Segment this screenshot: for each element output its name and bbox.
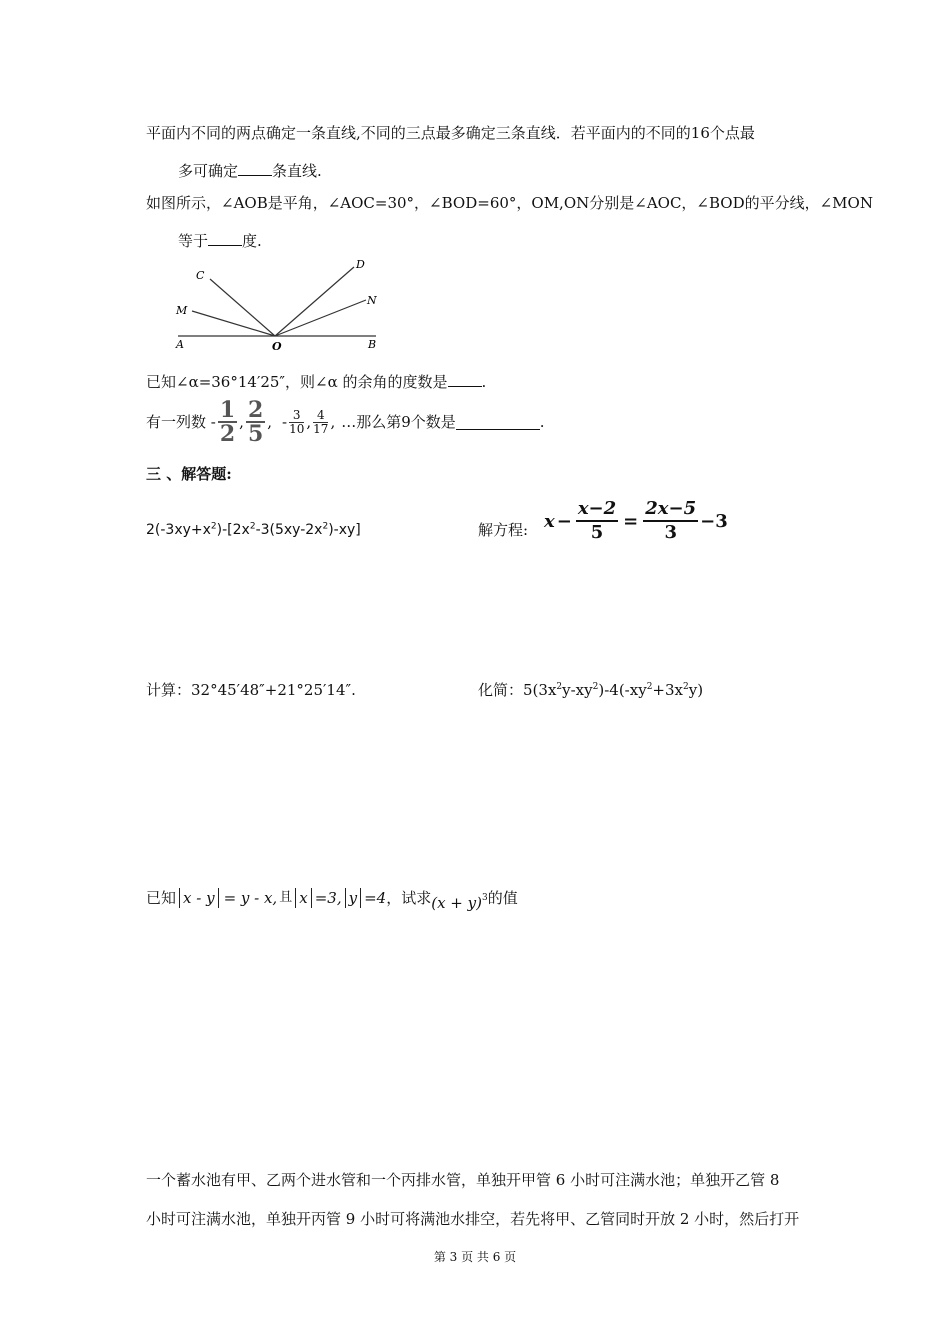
q4-neg-3: - xyxy=(282,413,288,431)
simp-sq-3: 2 xyxy=(646,682,653,692)
water-line2: 小时可注满水池，单独开丙管 9 小时可将满池水排空，若先将甲、乙管同时开放 2 小时，然后打开 xyxy=(146,1210,800,1228)
abs-expr-3: x xyxy=(299,889,308,907)
q2-line2-post: 度. xyxy=(242,232,262,250)
eq1-minus-3: −3 xyxy=(700,510,728,532)
q4-frac-1 xyxy=(218,399,237,445)
label-o: O xyxy=(272,340,282,353)
calc1-part-c: -3(5xy-2x xyxy=(255,522,323,538)
q1-line1: 平面内不同的两点确定一条直线,不同的三点最多确定三条直线．若平面内的不同的16个点最 xyxy=(146,124,755,142)
q4-sep-3: , xyxy=(306,413,312,431)
ray-om xyxy=(192,311,275,336)
label-d: D xyxy=(356,258,365,271)
simp-part-c: +3x xyxy=(652,681,683,699)
q4-frac-4 xyxy=(313,409,328,436)
q4-sep-2: , xyxy=(267,413,273,431)
abs-bar-4 xyxy=(311,888,312,908)
ray-oc xyxy=(210,279,275,336)
ray-on xyxy=(275,300,366,336)
q1-line2-pre: 多可确定 xyxy=(178,162,239,180)
abs-bar-5 xyxy=(345,888,346,908)
q4-sep-1: , xyxy=(239,413,244,431)
calc1-part-b: )-[2x xyxy=(216,522,250,538)
eq1-frac-1 xyxy=(576,498,618,544)
q3-pre: 已知∠α=36°14′25″，则∠α 的余角的度数是 xyxy=(146,373,448,391)
eq1-frac-2-num: 2x−5 xyxy=(643,498,698,522)
water-line1: 一个蓄水池有甲、乙两个进水管和一个丙排水管，单独开甲管 6 小时可注满水池；单独开乙管 8 xyxy=(146,1171,780,1189)
eq1-x: x xyxy=(544,510,555,532)
label-b: B xyxy=(368,338,377,351)
page-footer: 第 3 页 共 6 页 xyxy=(433,1250,517,1264)
abs-expr-4: =3, xyxy=(314,889,342,907)
simp-sq-2: 2 xyxy=(592,682,599,692)
abs-bar-2 xyxy=(218,888,219,908)
calc1-sq-2: 2 xyxy=(249,521,256,532)
simp-sq-1: 2 xyxy=(556,682,563,692)
calc1-sq-3: 2 xyxy=(322,521,329,532)
calc1-expression xyxy=(146,520,361,540)
q4-pre: 有一列数 - xyxy=(146,413,216,431)
simp-expression xyxy=(478,680,703,700)
ray-od xyxy=(275,267,354,336)
eq1-equation xyxy=(544,496,728,546)
calc1-part-a: 2(-3xy+x xyxy=(146,522,211,538)
q4-end: . xyxy=(539,413,545,431)
q3-answer-blank xyxy=(448,372,482,387)
q4-line xyxy=(146,397,545,447)
q4-frac-4-den: 17 xyxy=(313,421,329,436)
q1-line2 xyxy=(178,161,322,181)
abs-mid: 且 xyxy=(279,890,293,905)
q4-sep-4: , xyxy=(330,413,336,431)
abs-expr-6: =4 xyxy=(364,889,387,907)
q4-post: …那么第9个数是 xyxy=(341,413,456,431)
eq1-equals: = xyxy=(623,510,639,532)
q3-post: . xyxy=(481,373,487,391)
label-n: N xyxy=(367,294,377,307)
label-c: C xyxy=(196,269,205,282)
q4-frac-3-den: 10 xyxy=(289,421,305,436)
abs-bar-3 xyxy=(295,888,296,908)
eq1-frac-2 xyxy=(643,498,698,544)
q4-frac-1-den: 2 xyxy=(219,421,236,447)
q2-line1: 如图所示，∠AOB是平角，∠AOC=30°，∠BOD=60°，OM,ON分别是∠AOC，∠BOD的平分线，∠MON xyxy=(146,194,873,212)
q2-answer-blank xyxy=(208,231,242,246)
abs-bar-6 xyxy=(360,888,361,908)
calc2-expression: 计算：32°45′48″+21°25′14″. xyxy=(146,681,356,699)
abs-expr-7: (x + y) xyxy=(431,894,482,912)
eq1-frac-1-num: x−2 xyxy=(576,498,618,522)
abs-pre: 已知 xyxy=(146,889,177,907)
q2-line2 xyxy=(178,231,262,251)
q4-frac-3-num: 3 xyxy=(289,409,304,423)
abs-bar-1 xyxy=(179,888,180,908)
q1-answer-blank xyxy=(238,161,272,176)
label-a: A xyxy=(176,338,184,351)
simp-part-a: y-xy xyxy=(562,681,593,699)
q4-frac-3 xyxy=(289,409,304,436)
q4-frac-2-den: 5 xyxy=(247,421,264,447)
eq1-frac-1-den: 5 xyxy=(590,522,604,543)
angle-figure xyxy=(170,255,385,355)
q4-frac-2 xyxy=(246,399,265,445)
calc1-sq-1: 2 xyxy=(210,521,217,532)
abs-expr-5: y xyxy=(348,889,358,907)
q4-frac-2-num: 2 xyxy=(247,397,264,423)
q4-answer-blank xyxy=(456,415,540,430)
calc1-part-d: )-xy] xyxy=(328,522,361,538)
q4-frac-1-num: 1 xyxy=(219,397,236,423)
q3-line xyxy=(146,372,486,392)
eq1-frac-2-den: 3 xyxy=(664,522,677,543)
section-3-title: 三 、解答题: xyxy=(146,465,232,483)
abs-post-1: ，试求 xyxy=(386,889,432,907)
q1-line2-post: 条直线. xyxy=(272,162,322,180)
simp-part-b: )-4(-xy xyxy=(598,681,647,699)
simp-label: 化简：5(3x xyxy=(478,681,557,699)
label-m: M xyxy=(176,304,188,317)
eq1-minus-1: − xyxy=(556,510,572,532)
abs-expr-1: x - y xyxy=(183,889,215,907)
simp-part-d: y) xyxy=(688,681,704,699)
simp-sq-4: 2 xyxy=(683,682,689,692)
eq1-label: 解方程: xyxy=(478,521,529,539)
q2-line2-pre: 等于 xyxy=(178,232,209,250)
abs-expr-2: = y - x, xyxy=(223,889,278,907)
abs-question-line: 已知 x - y = y - x, 且 x =3, y =4 ，试求 (x + y) 3 的值 xyxy=(146,889,518,912)
q4-frac-4-num: 4 xyxy=(313,409,328,423)
abs-post-2: 的值 xyxy=(487,889,518,907)
